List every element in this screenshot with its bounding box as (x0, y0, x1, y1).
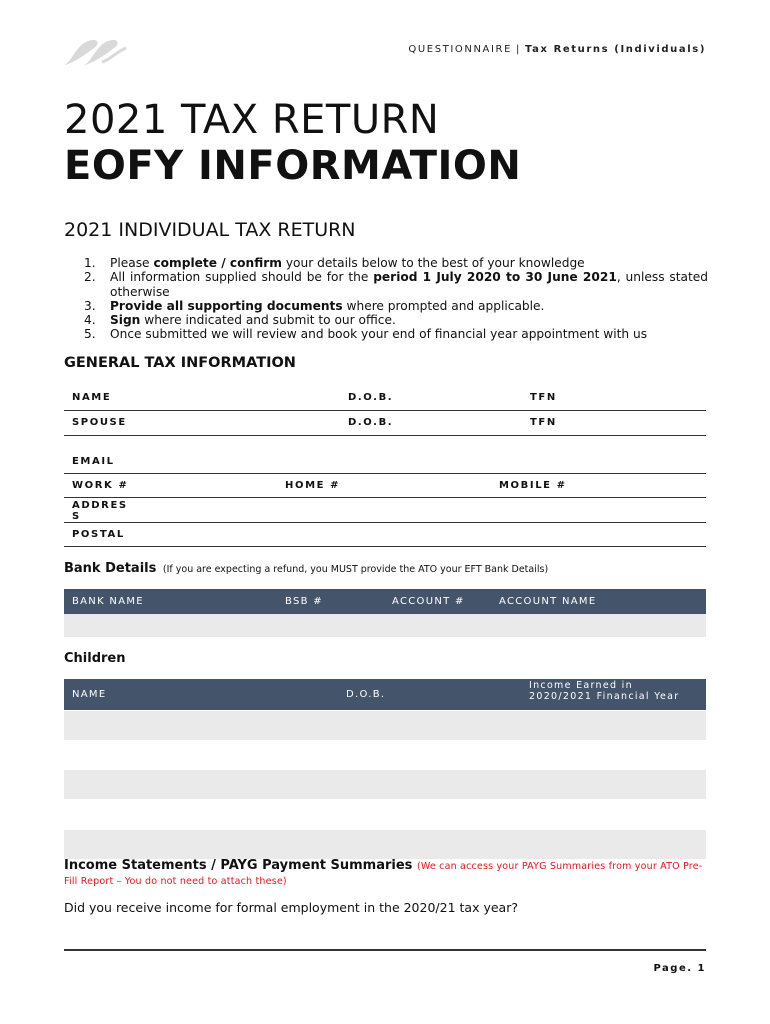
instruction-text: Once submitted we will review and book your end of financial year appointment with us (110, 327, 648, 342)
home-phone-label: HOME # (285, 480, 341, 491)
bank-details-note: (If you are expecting a refund, you MUST provide the ATO your EFT Bank Details) (162, 564, 549, 575)
instruction-text: Please (110, 256, 154, 270)
spouse-tfn-label: TFN (530, 417, 557, 428)
income-statements-note: (We can access your PAYG Summaries from your ATO Pre-Fill Report – You do not need to attach these) (64, 861, 703, 887)
instructions-list (84, 256, 708, 342)
instruction-text: where prompted and applicable. (342, 298, 545, 313)
instruction-item (84, 313, 708, 327)
instruction-number: 1. (84, 256, 96, 270)
phone-row[interactable] (64, 474, 706, 498)
bank-col-bank-name: BANK NAME (72, 596, 144, 607)
bank-table-header (64, 589, 706, 614)
instruction-bold: Provide all supporting documents (110, 298, 343, 313)
children-table-row[interactable] (64, 800, 706, 829)
instruction-text: All information supplied should be for the (110, 270, 374, 285)
address-label: ADDRESS (72, 500, 128, 522)
instruction-text: your details below to the best of your knowledge (281, 256, 585, 270)
children-col-name: NAME (72, 689, 107, 700)
header-doc-type: Tax Returns (Individuals) (525, 44, 706, 55)
spouse-row[interactable] (64, 411, 706, 436)
spouse-label: SPOUSE (72, 417, 127, 428)
instruction-text: , unless stated otherwise (110, 270, 709, 299)
children-col-income-line1: Income Earned in (529, 680, 633, 691)
bank-col-bsb: BSB # (285, 596, 323, 607)
income-statements-title: Income Statements / PAYG Payment Summaries (64, 858, 413, 873)
email-label: EMAIL (72, 456, 115, 467)
dob-label: D.O.B. (348, 392, 394, 403)
children-table-row[interactable] (64, 830, 706, 859)
children-table-row[interactable] (64, 740, 706, 769)
instruction-item (84, 299, 708, 313)
children-table-row[interactable] (64, 770, 706, 799)
children-col-income-line2: 2020/2021 Financial Year (529, 691, 680, 702)
bank-details-heading (64, 561, 548, 576)
children-table-header (64, 679, 706, 710)
instruction-text: where indicated and submit to our office. (140, 313, 396, 328)
header-separator: | (516, 44, 521, 55)
mobile-phone-label: MOBILE # (499, 480, 567, 491)
firm-logo-icon (58, 36, 130, 70)
instruction-number: 4. (84, 313, 96, 328)
instruction-bold: period 1 July 2020 to 30 June 2021 (373, 270, 617, 285)
income-statements-heading (64, 859, 708, 889)
bank-col-account-name: ACCOUNT NAME (499, 596, 597, 607)
instruction-item (84, 327, 708, 341)
tfn-label: TFN (530, 392, 557, 403)
bank-table-row[interactable] (64, 614, 706, 637)
instruction-item (84, 256, 708, 270)
postal-row[interactable] (64, 523, 706, 547)
spouse-dob-label: D.O.B. (348, 417, 394, 428)
instruction-bold: complete / confirm (153, 256, 282, 270)
postal-label: POSTAL (72, 529, 125, 540)
children-col-dob: D.O.B. (346, 689, 386, 700)
section-subtitle: 2021 INDIVIDUAL TAX RETURN (64, 219, 356, 241)
email-row[interactable] (64, 446, 706, 474)
address-row[interactable] (64, 498, 706, 523)
name-row[interactable] (64, 384, 706, 411)
instruction-number: 3. (84, 298, 96, 313)
employment-income-question: Did you receive income for formal employment in the 2020/21 tax year? (64, 900, 518, 915)
footer-divider (64, 949, 706, 951)
children-heading: Children (64, 651, 126, 666)
page-title: 2021 TAX RETURN (64, 97, 440, 143)
page-title-bold: EOFY INFORMATION (64, 143, 522, 189)
name-label: NAME (72, 392, 112, 403)
page-number: Page. 1 (653, 963, 706, 974)
instruction-item (84, 270, 708, 299)
work-phone-label: WORK # (72, 480, 129, 491)
children-table-row[interactable] (64, 711, 706, 740)
instruction-bold: Sign (110, 313, 141, 328)
instruction-number: 2. (84, 270, 96, 285)
document-header (408, 44, 706, 55)
general-tax-heading: GENERAL TAX INFORMATION (64, 355, 296, 371)
bank-details-title: Bank Details (64, 561, 157, 576)
bank-col-account: ACCOUNT # (392, 596, 465, 607)
instruction-number: 5. (84, 327, 96, 342)
header-questionnaire: QUESTIONNAIRE (408, 44, 513, 55)
